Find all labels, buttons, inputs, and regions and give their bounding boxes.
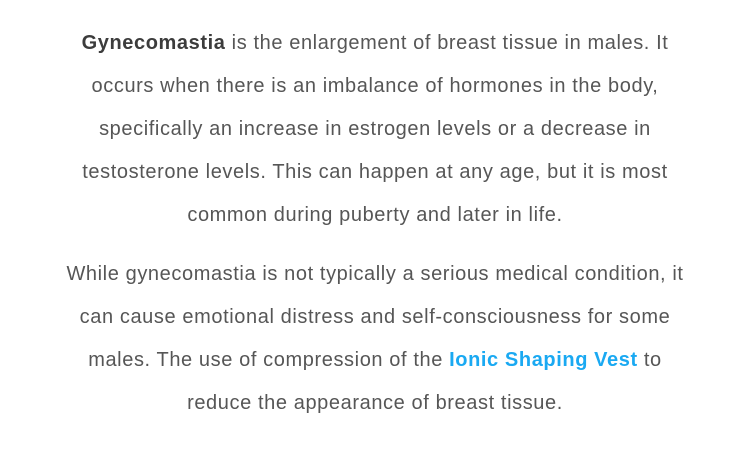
term-gynecomastia: Gynecomastia xyxy=(81,32,226,54)
paragraph1-line2: occurs when there is an imbalance of hormones in the body, xyxy=(91,75,659,97)
paragraph-vest-recommendation xyxy=(3,253,747,425)
paragraph2-line1: While gynecomastia is not typically a serious medical condition, it xyxy=(66,263,684,285)
ionic-shaping-vest-link[interactable]: Ionic Shaping Vest xyxy=(449,349,638,371)
paragraph1-line1 xyxy=(3,22,747,65)
paragraph2-line4: reduce the appearance of breast tissue. xyxy=(187,392,563,414)
paragraph1-line3: specifically an increase in estrogen levels or a decrease in xyxy=(99,118,651,140)
paragraph2-line3 xyxy=(3,339,747,382)
paragraph1-line1-text: is the enlargement of breast tissue in males. It xyxy=(225,32,669,54)
paragraph1-line5: common during puberty and later in life. xyxy=(187,204,563,226)
paragraph-gynecomastia-definition xyxy=(3,22,747,237)
paragraph1-line4: testosterone levels. This can happen at any age, but it is most xyxy=(82,161,668,183)
paragraph2-line3-text-after: to xyxy=(637,349,662,371)
paragraph2-line2: can cause emotional distress and self-consciousness for some xyxy=(79,306,671,328)
paragraph2-line3-text-before: males. The use of compression of the xyxy=(88,349,450,371)
